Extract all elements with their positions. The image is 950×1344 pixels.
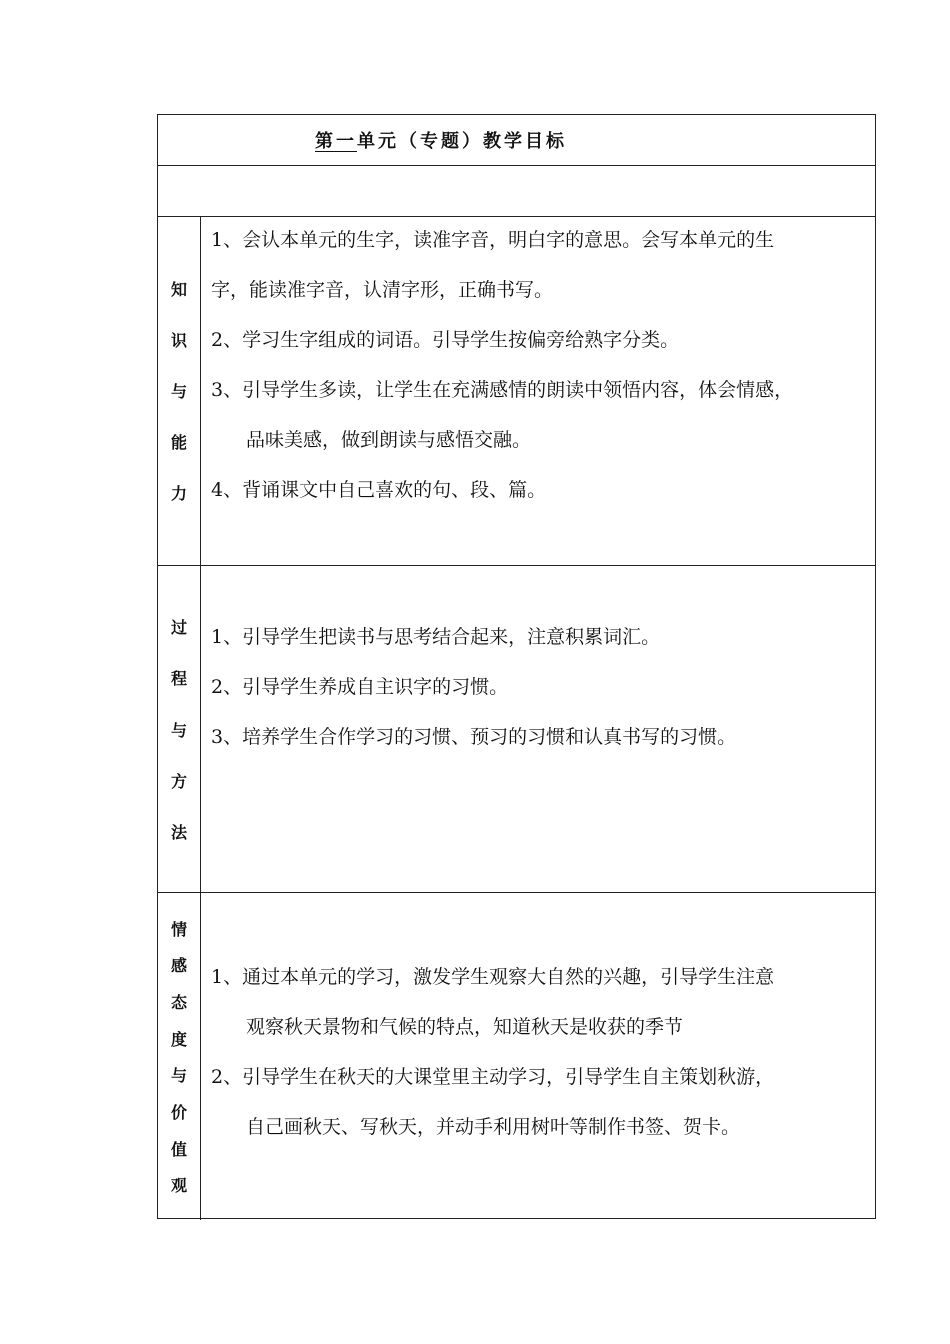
objective-line: 1、通过本单元的学习，激发学生观察大自然的兴趣，引导学生注意	[211, 966, 775, 988]
title-rest: 单元（专题）教学目标	[357, 131, 567, 152]
objective-line: 2、学习生字组成的词语。引导学生按偏旁给熟字分类。	[211, 329, 680, 351]
section-content	[201, 566, 875, 892]
label-char: 知	[170, 280, 187, 299]
title-first-part: 第一	[315, 131, 357, 152]
label-char: 方	[170, 772, 187, 791]
section-knowledge-ability	[158, 217, 875, 566]
table-title	[315, 127, 567, 153]
section-emotion-values	[158, 893, 875, 1220]
title-row	[158, 115, 875, 166]
objective-line: 2、引导学生养成自主识字的习惯。	[211, 676, 509, 698]
objective-line: 自己画秋天、写秋天，并动手利用树叶等制作书签、贺卡。	[246, 1116, 741, 1138]
section-label	[158, 217, 201, 565]
objective-line: 字，能读准字音，认清字形，正确书写。	[211, 279, 554, 301]
objective-line: 1、会认本单元的生字，读准字音，明白字的意思。会写本单元的生	[211, 229, 775, 251]
label-char: 力	[170, 484, 187, 503]
label-char: 与	[170, 382, 187, 401]
label-char: 法	[170, 823, 187, 842]
objective-line: 观察秋天景物和气候的特点，知道秋天是收获的季节	[246, 1016, 684, 1038]
label-char: 观	[170, 1176, 187, 1195]
label-char: 情	[170, 920, 187, 939]
label-char: 能	[170, 433, 187, 452]
section-content	[201, 217, 875, 565]
objective-line: 2、引导学生在秋天的大课堂里主动学习，引导学生自主策划秋游，	[211, 1066, 775, 1088]
label-char: 感	[170, 956, 187, 975]
section-content	[201, 893, 875, 1220]
objective-line: 4、背诵课文中自己喜欢的句、段、篇。	[211, 479, 547, 501]
label-char: 过	[170, 618, 187, 637]
label-char: 与	[170, 1066, 187, 1085]
section-process-method	[158, 566, 875, 893]
objective-line: 品味美感，做到朗读与感悟交融。	[246, 429, 532, 451]
objective-line: 1、引导学生把读书与思考结合起来，注意积累词汇。	[211, 626, 661, 648]
label-char: 价	[170, 1103, 187, 1122]
objectives-table	[157, 114, 876, 1219]
label-char: 态	[170, 993, 187, 1012]
label-char: 度	[170, 1030, 187, 1049]
objective-line: 3、引导学生多读，让学生在充满感情的朗读中领悟内容，体会情感，	[211, 379, 794, 401]
label-char: 识	[170, 331, 187, 350]
blank-row	[158, 166, 875, 217]
label-char: 值	[170, 1140, 187, 1159]
label-char: 程	[170, 669, 187, 688]
section-label	[158, 566, 201, 892]
objective-line: 3、培养学生合作学习的习惯、预习的习惯和认真书写的习惯。	[211, 726, 737, 748]
label-char: 与	[170, 721, 187, 740]
section-label	[158, 893, 201, 1220]
